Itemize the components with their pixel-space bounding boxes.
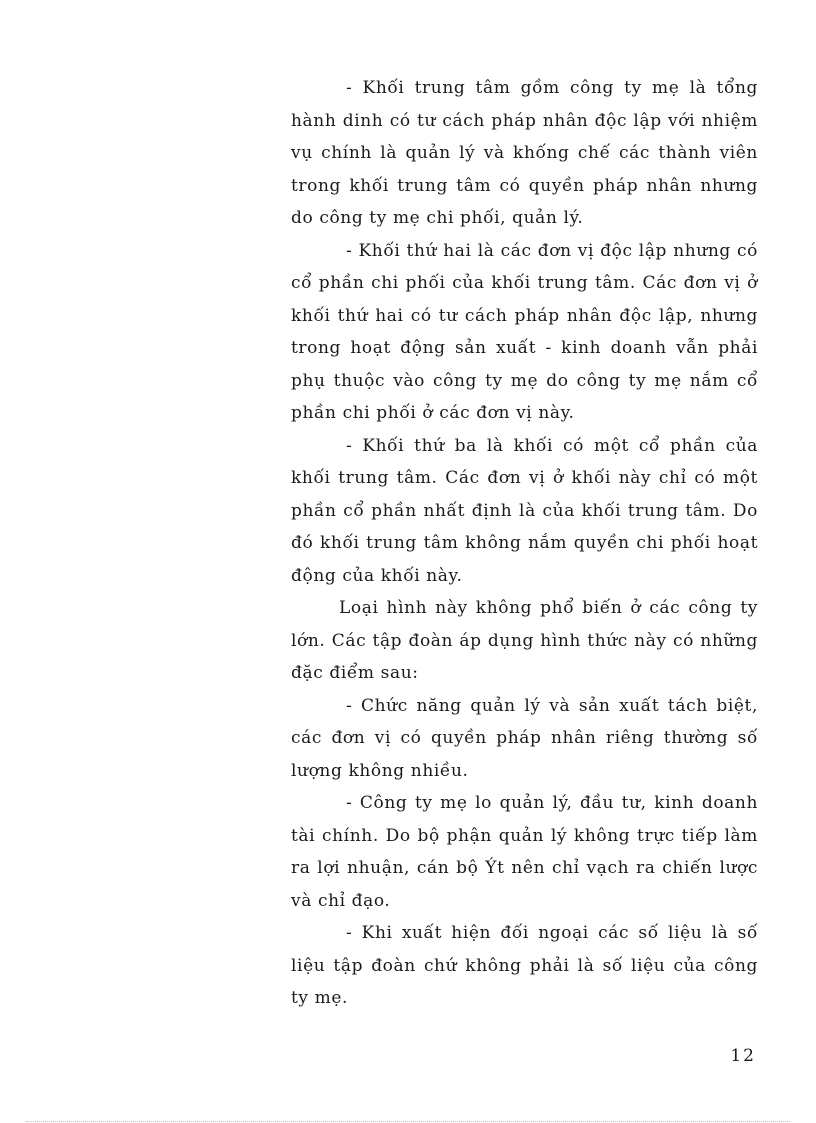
paragraph-second-block: - Khối thứ hai là các đơn vị độc lập nhưng có cổ phần chi phối của khối trung tâm. Các đơn vị ở khối thứ hai có tư cách pháp nhân độc lập, nhưng trong hoạt động sản xuất - kinh doanh vẫn phải phụ thuộc vào công ty mẹ do công ty mẹ nắm cổ phần chi phối ở các đơn vị này. (291, 240, 758, 423)
page-bottom-divider (26, 1121, 790, 1122)
paragraph-third-block: - Khối thứ ba là khối có một cổ phần của khối trung tâm. Các đơn vị ở khối này chỉ có một phần cổ phần nhất định là của khối trung tâm. Do đó khối trung tâm không nắm quyền chi phối hoạt động của khối này. (291, 435, 758, 586)
paragraph-feature-external-data: - Khi xuất hiện đối ngoại các số liệu là số liệu tập đoàn chứ không phải là số liệu của công ty mẹ. (291, 923, 758, 1008)
paragraph-feature-parent-company: - Công ty mẹ lo quản lý, đầu tư, kinh doanh tài chính. Do bộ phận quản lý không trực tiếp làm ra lợi nhuận, cán bộ Ýt nên chỉ vạch ra chiến lược và chỉ đạo. (291, 793, 758, 911)
page-body (291, 72, 758, 1015)
paragraph-type-intro: Loại hình này không phổ biến ở các công ty lớn. Các tập đoàn áp dụng hình thức này có những đặc điểm sau: (291, 598, 758, 683)
paragraph-feature-separation: - Chức năng quản lý và sản xuất tách biệt, các đơn vị có quyền pháp nhân riêng thường số lượng không nhiều. (291, 695, 758, 781)
paragraph-central-block: - Khối trung tâm gồm công ty mẹ là tổng hành dinh có tư cách pháp nhân độc lập với nhiệm vụ chính là quản lý và khống chế các thành viên trong khối trung tâm có quyền pháp nhân nhưng do công ty mẹ chi phối, quản lý. (291, 78, 758, 228)
page-number: 12 (730, 1046, 756, 1066)
